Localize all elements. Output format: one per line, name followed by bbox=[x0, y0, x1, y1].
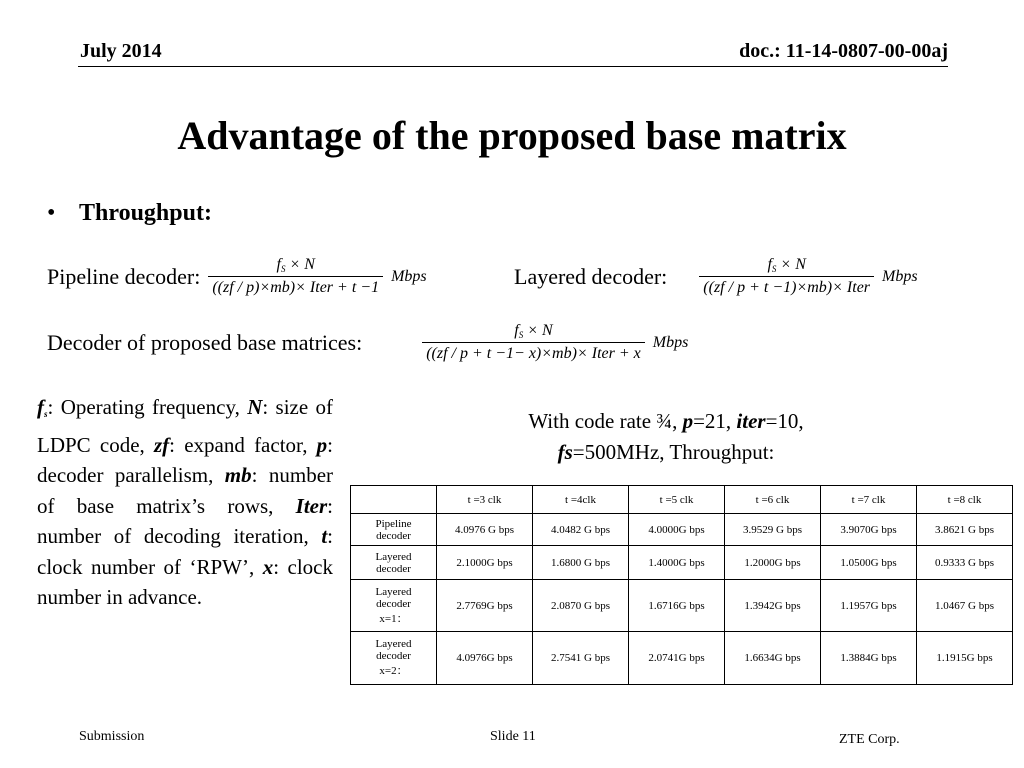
row-label: Layered decoder x=2： bbox=[351, 632, 437, 685]
formula-pipeline-fraction bbox=[208, 256, 383, 297]
table-cell: 1.1915G bps bbox=[917, 632, 1013, 685]
table-cell: 3.9529 G bps bbox=[725, 514, 821, 546]
var-fs: $f_s$ bbox=[37, 395, 48, 419]
bullet-dot: • bbox=[47, 200, 56, 226]
formula-pipeline bbox=[47, 256, 427, 297]
formula-layered-fraction bbox=[699, 256, 874, 297]
formula-pipeline-label: Pipeline decoder: bbox=[47, 263, 201, 289]
header-divider bbox=[78, 66, 948, 67]
table-cell: 2.0870 G bps bbox=[533, 580, 629, 632]
formula-layered-numerator: $f_S \times N$ bbox=[767, 256, 806, 274]
footer-submission: Submission bbox=[79, 729, 145, 744]
formula-layered bbox=[514, 256, 918, 297]
table-cell: 2.1000G bps bbox=[437, 546, 533, 580]
table-cell: 3.9070G bps bbox=[821, 514, 917, 546]
var-t: t bbox=[321, 524, 328, 548]
var-iter: Iter bbox=[295, 493, 328, 518]
formula-layered-unit: Mbps bbox=[882, 267, 918, 285]
formula-pipeline-unit: Mbps bbox=[391, 267, 427, 285]
table-header-cell bbox=[351, 486, 437, 514]
var-zf: zf bbox=[154, 432, 170, 457]
throughput-conditions: With code rate ¾, p=21, iter=10, fs=500MHz, Throughput: bbox=[528, 409, 804, 464]
throughput-table bbox=[350, 485, 1013, 685]
bullet-throughput bbox=[47, 200, 212, 227]
formula-proposed-unit: Mbps bbox=[652, 333, 689, 351]
table-cell: 1.0500G bps bbox=[821, 546, 917, 580]
table-header-cell: t =6 clk bbox=[725, 486, 821, 514]
table-cell: 2.0741G bps bbox=[629, 632, 725, 685]
table-cell: 1.6716G bps bbox=[629, 580, 725, 632]
table-row bbox=[351, 546, 1013, 580]
table-cell: 1.3942G bps bbox=[725, 580, 821, 632]
bullet-text: Throughput: bbox=[79, 200, 212, 226]
var-mb: mb bbox=[224, 463, 252, 487]
table-cell: 4.0976G bps bbox=[437, 632, 533, 685]
table-header-cell: t =5 clk bbox=[629, 486, 725, 514]
table-cell: 1.0467 G bps bbox=[917, 580, 1013, 632]
header-date: July 2014 bbox=[80, 40, 162, 62]
table-cell: 1.1957G bps bbox=[821, 580, 917, 632]
table-header-cell: t =7 clk bbox=[821, 486, 917, 514]
formula-proposed-numerator: $f_S \times N$ bbox=[514, 322, 553, 340]
formula-proposed-label: Decoder of proposed base matrices: bbox=[47, 329, 363, 355]
table-cell: 3.8621 G bps bbox=[917, 514, 1013, 546]
table-cell: 1.3884G bps bbox=[821, 632, 917, 685]
table-header-cell: t =4clk bbox=[533, 486, 629, 514]
variable-description: $f_s$: Operating frequency, N: size of LDPC code, zf: expand factor, p: decoder parallelism, mb: number of base matrix’s rows, Iter: number of decoding iteration, t: clock number of ‘RPW’, x: clock number in advance. bbox=[37, 395, 334, 609]
table-header-row bbox=[351, 486, 1013, 514]
var-x: x bbox=[262, 554, 274, 579]
table-cell: 1.4000G bps bbox=[629, 546, 725, 580]
row-label: Layered decoder bbox=[351, 546, 437, 580]
footer-company: ZTE Corp. bbox=[839, 732, 900, 747]
header-doc-id: doc.: 11-14-0807-00-00aj bbox=[739, 40, 948, 62]
table-row bbox=[351, 514, 1013, 546]
var-p: p bbox=[316, 432, 328, 457]
slide-title: Advantage of the proposed base matrix bbox=[177, 113, 847, 158]
formula-layered-label: Layered decoder: bbox=[514, 263, 668, 289]
formula-layered-denominator: ((zf / p + t −1)×mb)× Iter bbox=[699, 276, 874, 297]
table-cell: 4.0482 G bps bbox=[533, 514, 629, 546]
var-n: N bbox=[247, 395, 263, 419]
table-header-cell: t =8 clk bbox=[917, 486, 1013, 514]
table-cell: 4.0000G bps bbox=[629, 514, 725, 546]
formula-proposed bbox=[47, 322, 688, 363]
footer-slide-number: Slide 11 bbox=[490, 729, 536, 744]
formula-proposed-denominator: ((zf / p + t −1− x)×mb)× Iter + x bbox=[422, 342, 645, 363]
formula-pipeline-denominator: ((zf / p)×mb)× Iter + t −1 bbox=[208, 276, 383, 297]
row-label: Layered decoder x=1： bbox=[351, 580, 437, 632]
formula-pipeline-numerator: $f_S \times N$ bbox=[276, 256, 315, 274]
table-cell: 4.0976 G bps bbox=[437, 514, 533, 546]
row-label: Pipeline decoder bbox=[351, 514, 437, 546]
table-cell: 1.6800 G bps bbox=[533, 546, 629, 580]
table-cell: 0.9333 G bps bbox=[917, 546, 1013, 580]
cond-p: p bbox=[682, 409, 694, 433]
formula-proposed-fraction bbox=[422, 322, 645, 363]
table-cell: 1.6634G bps bbox=[725, 632, 821, 685]
table-row bbox=[351, 580, 1013, 632]
table-cell: 2.7769G bps bbox=[437, 580, 533, 632]
table-row bbox=[351, 632, 1013, 685]
cond-iter: iter bbox=[736, 409, 766, 433]
table-cell: 1.2000G bps bbox=[725, 546, 821, 580]
table-header-cell: t =3 clk bbox=[437, 486, 533, 514]
cond-fs: fs bbox=[557, 440, 573, 464]
table-cell: 2.7541 G bps bbox=[533, 632, 629, 685]
